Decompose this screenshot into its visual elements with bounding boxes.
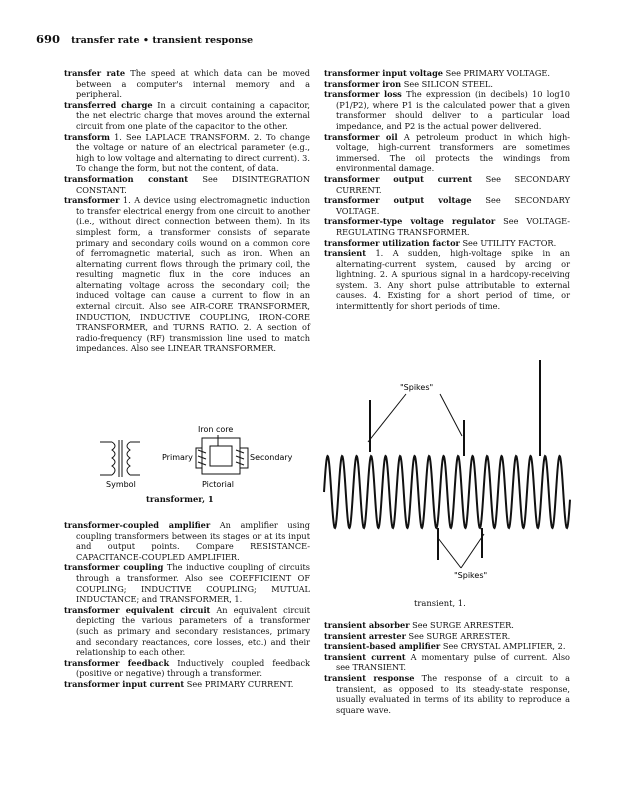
entry-term: transfer rate xyxy=(64,68,126,78)
primary-label: Primary xyxy=(162,453,193,462)
dictionary-entry xyxy=(324,620,570,631)
entry-term: transformer-coupled amplifier xyxy=(64,520,211,530)
entry-term: transformer-type voltage regulator xyxy=(324,216,496,227)
transformer-pictorial-drawing xyxy=(196,435,248,474)
transformer-figure xyxy=(90,420,310,500)
dictionary-entry xyxy=(324,68,570,79)
entry-term: transform xyxy=(64,131,110,142)
entry-definition: See DISINTEGRATION CONSTANT. xyxy=(76,173,311,195)
entry-definition: See PRIMARY VOLTAGE. xyxy=(445,68,550,78)
entry-term: transformer oil xyxy=(324,131,398,142)
entry-term: transient arrester xyxy=(324,630,406,641)
dictionary-entry xyxy=(64,679,310,690)
entry-definition: See SILICON STEEL. xyxy=(403,78,493,89)
dictionary-entry xyxy=(64,658,310,679)
entry-definition: See SECONDARY VOLTAGE. xyxy=(336,195,570,216)
entry-term: transient absorber xyxy=(324,620,410,630)
dictionary-entry xyxy=(324,238,570,249)
transformer-figure-caption: transformer, 1 xyxy=(146,494,214,504)
dictionary-entry xyxy=(324,641,570,652)
entry-definition: The inductive coupling of circuits through a transformer. Also see COEFFICIENT OF COUPLING; INDUCTIVE COUPLING; MUTUAL INDUCTANCE; and TRANSFORMER, 1. xyxy=(76,562,311,605)
column-left-top xyxy=(64,68,310,354)
dictionary-entry xyxy=(64,132,310,174)
symbol-label: Symbol xyxy=(106,480,136,489)
entry-term: transformer input voltage xyxy=(324,68,444,78)
entry-term: transient-based amplifier xyxy=(324,641,441,652)
page-number: 690 xyxy=(36,32,61,46)
entry-definition: See SECONDARY CURRENT. xyxy=(336,173,570,195)
transformer-symbol-drawing xyxy=(100,440,140,477)
dictionary-entry xyxy=(64,562,310,604)
dictionary-entry xyxy=(324,248,570,312)
dictionary-entry xyxy=(324,79,570,90)
entry-definition: An amplifier using coupling transformers between its stages or at its input and output points. Compare RESISTANCE-CAPACITANCE-COUPLED AMPLIFIER. xyxy=(76,520,310,562)
spikes-top-label: "Spikes" xyxy=(400,383,434,392)
pictorial-label: Pictorial xyxy=(202,480,234,489)
dictionary-entry xyxy=(64,520,310,562)
dictionary-entry xyxy=(324,89,570,131)
entry-term: transient current xyxy=(324,651,406,662)
running-title: transfer rate • transient response xyxy=(71,35,254,46)
dictionary-entry xyxy=(324,132,570,174)
entry-term: transformer coupling xyxy=(64,562,164,573)
secondary-label: Secondary xyxy=(250,453,293,462)
entry-definition: The speed at which data can be moved between a computer's internal memory and a peripheral. xyxy=(76,68,311,100)
dictionary-entry xyxy=(324,174,570,195)
entry-term: transformer input current xyxy=(64,678,185,689)
dictionary-entry xyxy=(64,68,310,100)
entry-definition: The response of a circuit to a transient, as opposed to its steady-state response, usually evaluated in terms of its ability to reproduce a square wave. xyxy=(336,672,570,715)
entry-term: transformer feedback xyxy=(64,657,170,668)
spikes-bottom-label: "Spikes" xyxy=(454,571,488,580)
dictionary-entry xyxy=(64,174,310,195)
entry-definition: See CRYSTAL AMPLIFIER, 2. xyxy=(442,641,566,652)
transient-figure-caption: transient, 1. xyxy=(414,598,466,608)
entry-definition: A petroleum product in which high-voltage, high-current transformers are sometimes immersed. The oil protects the windings from environmental damage. xyxy=(336,131,570,174)
entry-definition: The expression (in decibels) 10 log10 (P1/P2), where P1 is the calculated power that a given transformer should deliver to a particular load impedance, and P2 is the actual power delivered. xyxy=(336,89,570,131)
entry-definition: 1. A device using electromagnetic induction to transfer electrical energy from one circuit to another (i.e., without direct connection between them). In its simplest form, a transformer consists of separate primary and secondary coils wound on a common core of ferromagnetic material, such as iron. When an alternating current flows through the primary coil, the resulting magnetic flux in the core induces an alternating voltage across the secondary coil; the induced voltage can cause a current to flow in an external circuit. Also see AIR-CORE TRANSFORMER, INDUCTION, INDUCTIVE COUPLING, IRON-CORE TRANSFORMER, and TURNS RATIO. 2. A section of radio-frequency (RF) transmission line used to match impedances. Also see LINEAR TRANSFORMER. xyxy=(76,195,310,354)
entry-term: transformer xyxy=(64,195,120,206)
dictionary-entry xyxy=(324,631,570,642)
dictionary-entry xyxy=(64,195,310,354)
entry-definition: Inductively coupled feedback (positive or negative) through a transformer. xyxy=(76,657,310,679)
dictionary-entry xyxy=(324,652,570,673)
entry-term: transformer output current xyxy=(324,173,473,184)
iron-core-label: Iron core xyxy=(198,425,234,434)
dictionary-entry xyxy=(324,673,570,715)
column-right-top xyxy=(324,68,570,312)
column-left-bottom xyxy=(64,520,310,690)
entry-term: transferred charge xyxy=(64,99,153,110)
dictionary-entry xyxy=(64,605,310,658)
entry-term: transient response xyxy=(324,672,415,683)
dictionary-entry xyxy=(324,216,570,237)
entry-term: transformer iron xyxy=(324,78,402,89)
entry-definition: See PRIMARY CURRENT. xyxy=(186,678,294,689)
entry-definition: 1. A sudden, high-voltage spike in an alternating-current system, caused by arcing or lightning. 2. A spurious signal in a hardcopy-receiving system. 3. Any short pulse attributable to external causes. 4. Existing for a short period of time, or intermittently for short periods of time. xyxy=(336,248,570,312)
dictionary-entry xyxy=(324,195,570,216)
sine-wave-with-spikes xyxy=(324,360,570,560)
entry-term: transformer equivalent circuit xyxy=(64,604,211,615)
entry-definition: An equivalent circuit depicting the various parameters of a transformer (such as primary and secondary resistances, primary and secondary reactances, core losses, etc.) and their relationship to each other. xyxy=(76,604,311,658)
entry-definition: In a circuit containing a capacitor, the net electric charge that moves around the external circuit from one plate of the capacitor to the other. xyxy=(76,99,310,131)
column-right-bottom xyxy=(324,620,570,715)
dictionary-entry xyxy=(64,100,310,132)
entry-definition: See SURGE ARRESTER. xyxy=(408,630,511,641)
entry-term: transformer output voltage xyxy=(324,195,472,206)
entry-term: transformer loss xyxy=(324,89,402,100)
transient-figure xyxy=(316,360,578,600)
entry-term: transformer utilization factor xyxy=(324,237,460,248)
entry-definition: See SURGE ARRESTER. xyxy=(412,620,514,630)
entry-definition: See VOLTAGE-REGULATING TRANSFORMER. xyxy=(336,216,571,237)
entry-term: transient xyxy=(324,248,367,259)
page-header xyxy=(36,32,253,46)
entry-definition: A momentary pulse of current. Also see TRANSIENT. xyxy=(336,651,570,673)
entry-definition: 1. See LAPLACE TRANSFORM. 2. To change the voltage or nature of an electrical parameter (e.g., high to low voltage and alternating to direct current). 3. To change the form, but not the content, of data. xyxy=(76,131,310,174)
entry-term: transformation constant xyxy=(64,173,188,184)
entry-definition: See UTILITY FACTOR. xyxy=(462,237,557,248)
